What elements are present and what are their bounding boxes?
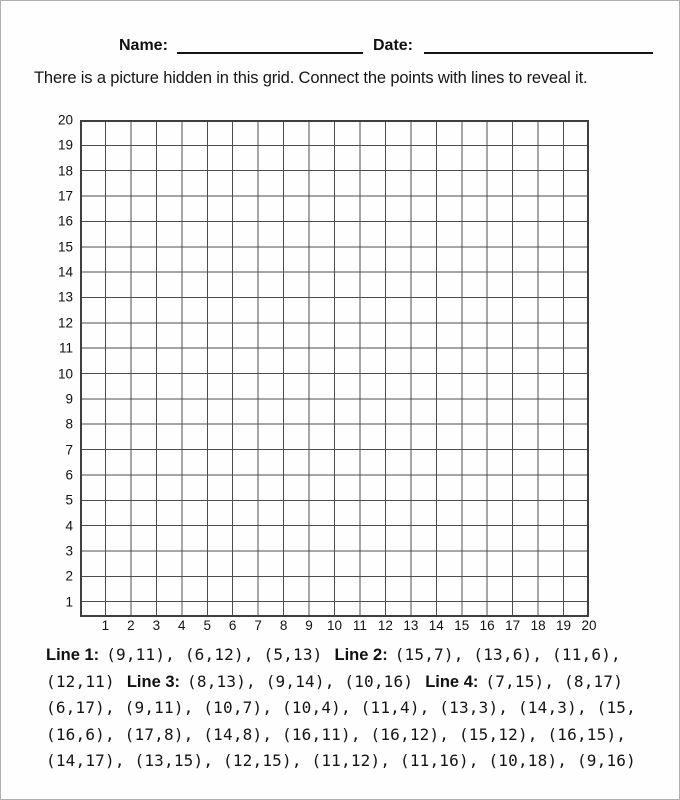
x-axis-label: 3 [152, 618, 161, 633]
x-axis-label: 17 [505, 618, 521, 633]
y-axis-label: 9 [65, 391, 73, 407]
y-axis-label: 10 [57, 365, 73, 381]
y-axis-label: 15 [57, 239, 73, 254]
coordinates-row [46, 748, 656, 775]
y-axis-label: 16 [57, 213, 73, 229]
date-label: Date: [373, 37, 414, 54]
y-axis-label: 6 [65, 467, 73, 483]
y-axis-label: 17 [57, 188, 73, 204]
y-axis-label: 8 [65, 416, 73, 432]
x-axis-labels [80, 618, 597, 635]
coordinates-row [46, 669, 656, 696]
instruction-text: There is a picture hidden in this grid. Connect the points with lines to reveal it. [34, 69, 588, 87]
x-axis-label: 7 [254, 618, 262, 633]
y-axis-labels [31, 112, 73, 609]
coordinate-list-segment: (16,6), (17,8), (14,8), (16,11), (16,12), (15,12), (16,15), [46, 724, 627, 744]
coordinate-grid [80, 120, 589, 617]
x-axis-label: 13 [403, 618, 419, 633]
line-label: Line 3: [126, 672, 181, 691]
line-label: Line 2: [334, 646, 388, 664]
line-label: Line 1: [46, 646, 100, 664]
x-axis-label: 11 [352, 618, 367, 633]
y-axis-label: 2 [65, 568, 73, 584]
coordinates-row [46, 642, 656, 669]
x-axis-label: 19 [556, 618, 572, 633]
x-axis-label: 6 [228, 618, 237, 633]
coordinate-list-segment: (8,13), (9,14), (10,16) [187, 671, 414, 691]
name-label: Name: [119, 37, 168, 54]
x-axis-label: 12 [377, 618, 393, 633]
y-axis-label: 14 [57, 264, 73, 280]
y-axis-label: 12 [57, 315, 73, 331]
y-axis-label: 20 [57, 112, 73, 128]
x-axis-label: 2 [127, 618, 135, 633]
coordinates-row [46, 695, 656, 722]
x-axis-label: 20 [581, 618, 597, 633]
y-axis-label: 19 [57, 137, 73, 153]
x-axis-label: 10 [326, 618, 343, 633]
x-axis-label: 9 [305, 618, 313, 633]
date-blank-line [424, 52, 653, 54]
coordinate-list-segment: (15,7), (13,6), (11,6), [394, 645, 621, 664]
x-axis-label: 1 [101, 618, 110, 633]
y-axis-label: 1 [65, 593, 73, 609]
x-axis-label: 8 [279, 618, 288, 633]
y-axis-label: 4 [65, 517, 73, 533]
name-blank-line [177, 52, 363, 54]
y-axis-label: 13 [57, 289, 73, 305]
x-axis-label: 5 [203, 618, 212, 633]
x-axis-label: 14 [428, 618, 444, 633]
x-axis-label: 4 [178, 618, 186, 633]
x-axis-label: 18 [530, 618, 546, 633]
coordinate-list-segment: (7,15), (8,17) [485, 671, 624, 691]
coordinate-list-segment: (9,11), (6,12), (5,13) [106, 645, 323, 664]
x-axis-label: 15 [454, 618, 470, 633]
coordinates-row [46, 722, 656, 749]
y-axis-label: 18 [57, 162, 73, 178]
x-axis-label: 16 [479, 618, 495, 633]
grid-svg [80, 120, 589, 617]
coordinate-list-segment: (6,17), (9,11), (10,7), (10,4), (11,4), (13,3), (14,3), (15, [46, 698, 636, 717]
line-label: Line 4: [425, 672, 479, 691]
y-axis-label: 3 [65, 543, 73, 559]
coordinate-list-segment: (12,11) [46, 671, 115, 691]
coordinate-list-segment: (14,17), (13,15), (12,15), (11,12), (11,16), (10,18), (9,16) [46, 751, 636, 770]
coordinates-list [46, 642, 656, 775]
y-axis-label: 11 [58, 340, 73, 356]
y-axis-label: 7 [65, 441, 73, 457]
y-axis-label: 5 [65, 492, 73, 508]
